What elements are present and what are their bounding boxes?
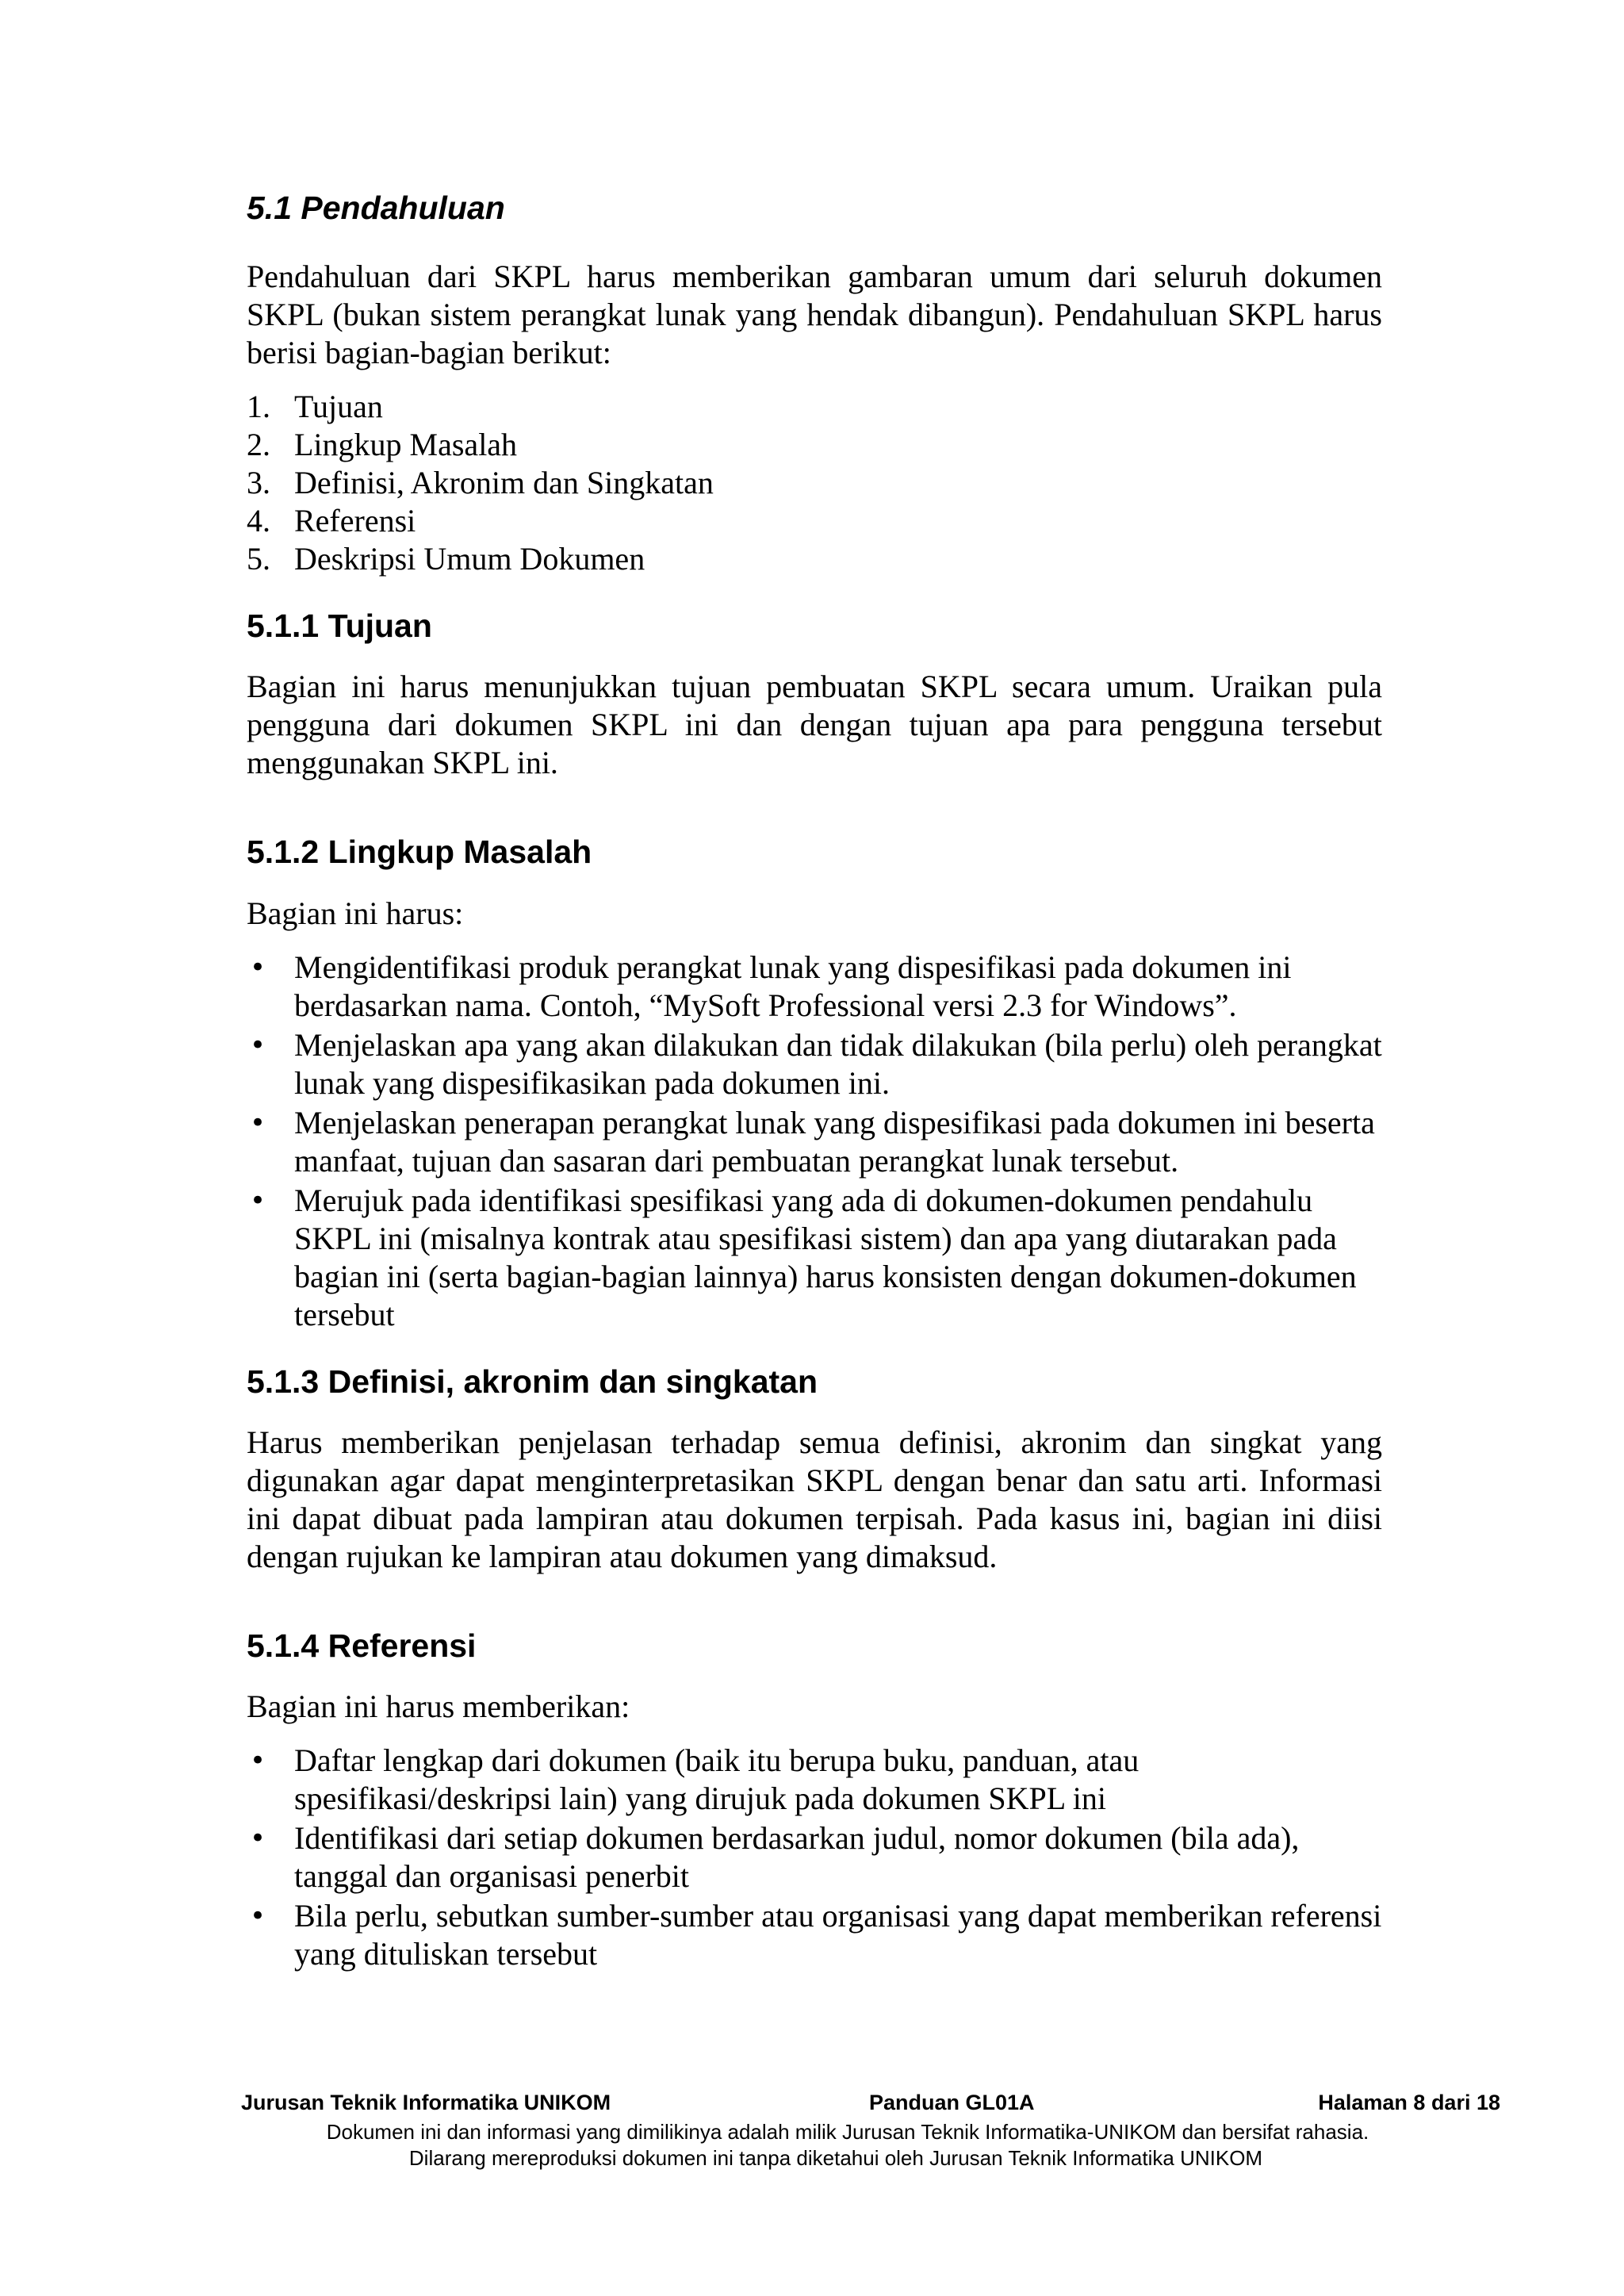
list-item: 1. Tujuan (247, 389, 383, 425)
list-item: 4. Referensi (247, 503, 416, 539)
referensi-lead: Bagian ini harus memberikan: (247, 1688, 630, 1724)
subsection-title-tujuan: 5.1.1 Tujuan (247, 608, 432, 645)
footer-department: Jurusan Teknik Informatika UNIKOM (241, 2091, 611, 2114)
subsection-title-lingkup: 5.1.2 Lingkup Masalah (247, 834, 592, 871)
bullet-icon: • (250, 951, 266, 983)
list-item: • Merujuk pada identifikasi spesifikasi yang ada di dokumen-dokumen pendahulu SKPL ini (misalnya kontrak atau spesifikasi sistem) dan apa yang diutarakan pada bagian ini (serta bagian-bagian lainnya) harus konsisten dengan dokumen-dokumen tersebut (250, 1182, 1357, 1332)
section-numbered-list (247, 388, 1382, 578)
lingkup-bullet-list (247, 949, 1382, 1334)
list-item: • Daftar lengkap dari dokumen (baik itu berupa buku, panduan, atau spesifikasi/deskripsi lain) yang dirujuk pada dokumen SKPL ini (250, 1742, 1139, 1816)
referensi-bullet-list (247, 1742, 1382, 1973)
section-title: 5.1 Pendahuluan (247, 190, 505, 226)
section-intro: Pendahuluan dari SKPL harus memberikan gambaran umum dari seluruh dokumen SKPL (bukan sistem perangkat lunak yang hendak dibangun). Pendahuluan SKPL harus berisi bagian-bagian berikut: (247, 259, 1382, 371)
footer-page-number: Halaman 8 dari 18 (1318, 2091, 1500, 2114)
list-item: 5. Deskripsi Umum Dokumen (247, 541, 645, 577)
tujuan-body: Bagian ini harus menunjukkan tujuan pembuatan SKPL secara umum. Uraikan pula pengguna dari dokumen SKPL ini dan dengan tujuan apa para pengguna tersebut menggunakan SKPL ini. (247, 669, 1382, 781)
footer-row (0, 2091, 1624, 2119)
bullet-icon: • (250, 1899, 266, 1932)
page-content (247, 189, 1382, 2002)
lingkup-lead: Bagian ini harus: (247, 895, 464, 931)
footer-confidentiality-note: Dokumen ini dan informasi yang dimilikinya adalah milik Jurusan Teknik Informatika-UNIKOM dan bersifat rahasia. (326, 2120, 1369, 2144)
footer-document-code: Panduan GL01A (869, 2091, 1035, 2114)
bullet-icon: • (250, 1106, 266, 1139)
bullet-icon: • (250, 1744, 266, 1777)
subsection-title-referensi: 5.1.4 Referensi (247, 1627, 477, 1664)
list-item: • Mengidentifikasi produk perangkat lunak yang dispesifikasi pada dokumen ini berdasarkan nama. Contoh, “MySoft Professional versi 2.3 for Windows”. (250, 949, 1292, 1023)
list-item: 2. Lingkup Masalah (247, 427, 518, 463)
definisi-body: Harus memberikan penjelasan terhadap semua definisi, akronim dan singkat yang digunakan agar dapat menginterpretasikan SKPL dengan benar dan satu arti. Informasi ini dapat dibuat pada lampiran atau dokumen terpisah. Pada kasus ini, bagian ini diisi dengan rujukan ke lampiran atau dokumen yang dimaksud. (247, 1424, 1382, 1574)
list-item: • Bila perlu, sebutkan sumber-sumber atau organisasi yang dapat memberikan referensi yang dituliskan tersebut (250, 1897, 1382, 1972)
list-item: • Menjelaskan penerapan perangkat lunak yang dispesifikasi pada dokumen ini beserta manfaat, tujuan dan sasaran dari pembuatan perangkat lunak tersebut. (250, 1104, 1375, 1179)
footer-reproduction-note: Dilarang mereproduksi dokumen ini tanpa diketahui oleh Jurusan Teknik Informatika UNIKOM (408, 2146, 1263, 2170)
list-item: • Menjelaskan apa yang akan dilakukan dan tidak dilakukan (bila perlu) oleh perangkat lunak yang dispesifikasikan pada dokumen ini. (250, 1026, 1382, 1101)
list-item: • Identifikasi dari setiap dokumen berdasarkan judul, nomor dokumen (bila ada), tanggal dan organisasi penerbit (250, 1819, 1300, 1894)
bullet-icon: • (250, 1029, 266, 1061)
bullet-icon: • (250, 1822, 266, 1854)
list-item: 3. Definisi, Akronim dan Singkatan (247, 465, 714, 501)
subsection-title-definisi: 5.1.3 Definisi, akronim dan singkatan (247, 1363, 818, 1400)
page-footer (0, 2091, 1624, 2171)
bullet-icon: • (250, 1184, 266, 1217)
